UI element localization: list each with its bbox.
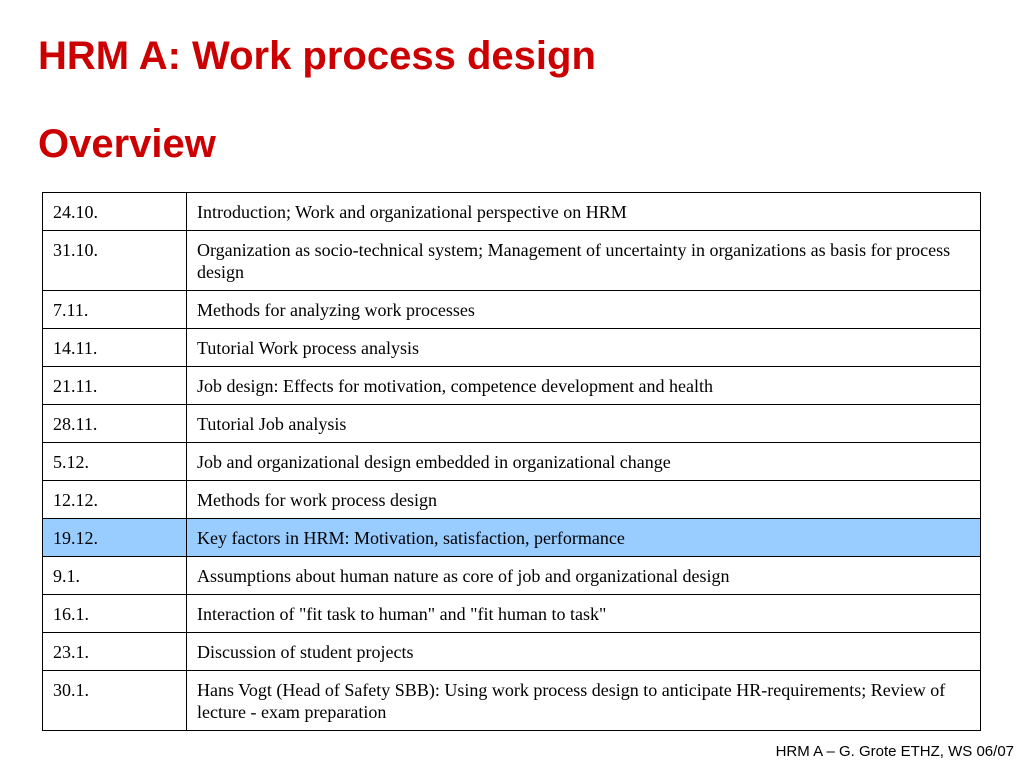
table-row bbox=[43, 557, 981, 595]
table-row bbox=[43, 443, 981, 481]
topic-cell: Interaction of "fit task to human" and "fit human to task" bbox=[187, 595, 981, 633]
date-cell: 23.1. bbox=[43, 633, 187, 671]
topic-cell: Organization as socio-technical system; Management of uncertainty in organizations as basis for process design bbox=[187, 231, 981, 291]
date-cell: 9.1. bbox=[43, 557, 187, 595]
table-row bbox=[43, 405, 981, 443]
date-cell: 5.12. bbox=[43, 443, 187, 481]
topic-cell: Job and organizational design embedded in organizational change bbox=[187, 443, 981, 481]
table-row bbox=[43, 671, 981, 731]
topic-cell: Discussion of student projects bbox=[187, 633, 981, 671]
table-row-highlighted bbox=[43, 519, 981, 557]
table-row bbox=[43, 291, 981, 329]
topic-cell: Job design: Effects for motivation, competence development and health bbox=[187, 367, 981, 405]
table-row bbox=[43, 329, 981, 367]
slide-subtitle: Overview bbox=[38, 122, 216, 166]
date-cell: 7.11. bbox=[43, 291, 187, 329]
date-cell: 30.1. bbox=[43, 671, 187, 731]
table-row bbox=[43, 633, 981, 671]
table-row bbox=[43, 595, 981, 633]
date-cell: 28.11. bbox=[43, 405, 187, 443]
table-row bbox=[43, 367, 981, 405]
topic-cell: Tutorial Work process analysis bbox=[187, 329, 981, 367]
date-cell: 24.10. bbox=[43, 193, 187, 231]
topic-cell: Hans Vogt (Head of Safety SBB): Using work process design to anticipate HR-requirements; Review of lecture - exam preparation bbox=[187, 671, 981, 731]
date-cell: 21.11. bbox=[43, 367, 187, 405]
date-cell: 19.12. bbox=[43, 519, 187, 557]
topic-cell: Methods for analyzing work processes bbox=[187, 291, 981, 329]
schedule-table bbox=[42, 192, 981, 731]
date-cell: 31.10. bbox=[43, 231, 187, 291]
table-row bbox=[43, 231, 981, 291]
table-row bbox=[43, 481, 981, 519]
topic-cell: Methods for work process design bbox=[187, 481, 981, 519]
topic-cell: Tutorial Job analysis bbox=[187, 405, 981, 443]
slide-title: HRM A: Work process design bbox=[38, 34, 596, 78]
date-cell: 12.12. bbox=[43, 481, 187, 519]
slide-footer: HRM A – G. Grote ETHZ, WS 06/07 bbox=[775, 743, 1014, 760]
topic-cell: Introduction; Work and organizational perspective on HRM bbox=[187, 193, 981, 231]
topic-cell: Key factors in HRM: Motivation, satisfaction, performance bbox=[187, 519, 981, 557]
date-cell: 14.11. bbox=[43, 329, 187, 367]
table-row bbox=[43, 193, 981, 231]
topic-cell: Assumptions about human nature as core of job and organizational design bbox=[187, 557, 981, 595]
date-cell: 16.1. bbox=[43, 595, 187, 633]
